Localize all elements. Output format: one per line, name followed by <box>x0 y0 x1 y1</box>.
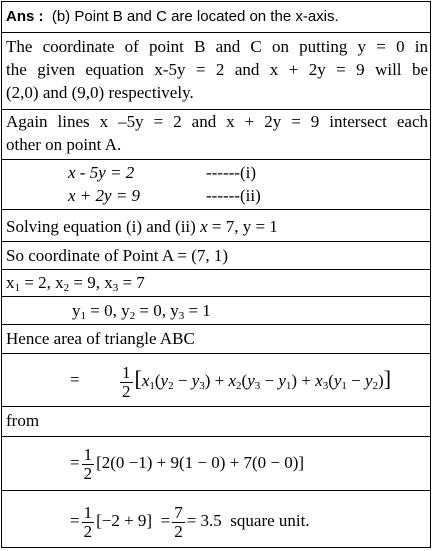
x2-value: 9 <box>87 273 96 292</box>
from-label: from <box>6 411 40 430</box>
para2-line2: other on point A. <box>6 135 122 154</box>
result-equals-2: = <box>160 511 171 530</box>
half-denominator-2: 2 <box>83 463 93 483</box>
coord-a-line: So coordinate of Point A = (7, 1) <box>6 246 229 265</box>
x3-value: 7 <box>136 273 145 292</box>
substitution-equals: = <box>70 453 80 472</box>
half-numerator-3: 1 <box>83 502 93 522</box>
half-fraction <box>120 364 133 401</box>
solving-x: x <box>200 217 208 236</box>
result-unit: square unit. <box>230 511 310 530</box>
half-fraction-2 <box>82 446 95 483</box>
y3-value: 1 <box>202 301 211 320</box>
substitution-line <box>70 442 304 484</box>
substitution-row <box>2 436 430 491</box>
answer-row <box>2 2 430 33</box>
coord-a-row <box>2 241 430 270</box>
result-value: = 3.5 <box>186 511 222 530</box>
seven-denominator: 2 <box>174 521 183 541</box>
hence-row <box>2 324 430 354</box>
y1-value: 0 <box>104 301 113 320</box>
equation-2-tag: ------(ii) <box>206 186 261 205</box>
formula-equals: = <box>70 370 80 389</box>
para1-line1: The coordinate of point B and C on putting y = 0 in <box>6 37 428 56</box>
from-row <box>2 406 430 437</box>
para1-line3: (2,0) and (9,0) respectively. <box>6 83 194 102</box>
result-row <box>2 490 430 549</box>
solving-row <box>2 209 430 242</box>
answer-text: (b) Point B and C are located on the x-axis. <box>51 8 339 25</box>
half-fraction-3 <box>82 504 95 541</box>
y2-value: 0 <box>153 301 162 320</box>
x-values-row <box>2 269 430 297</box>
area-formula: $\frac{1}{2}$ $[x_1(y_2 - y_3) + x_2(y_3 - y_1) + x_3(y_1 - y_2)]$ <box>122 362 392 401</box>
solving-prefix: Solving equation (i) and (ii) <box>6 217 196 236</box>
equation-1-tag: ------(i) <box>206 163 257 182</box>
solution-box <box>1 1 431 548</box>
para-intersect-row <box>2 109 430 160</box>
half-numerator: 1 <box>122 362 131 382</box>
equations-row <box>2 159 430 210</box>
result-line <box>70 500 310 542</box>
solving-line <box>6 217 278 237</box>
half-denominator-3: 2 <box>83 521 93 541</box>
half-denominator: 2 <box>122 381 131 401</box>
answer-line <box>6 7 339 27</box>
result-sum: [−2 + 9] <box>96 511 153 530</box>
para1-line2: the given equation x-5y = 2 and x + 2y = 9 will be <box>6 60 428 79</box>
equation-1: x - 5y = 2 <box>68 163 135 182</box>
x1-value: 2 <box>38 273 47 292</box>
half-numerator-2: 1 <box>83 444 93 464</box>
x-values-line: $x_1 = 2$, $x_2 = 9$, $x_3 = 7$ <box>6 273 145 294</box>
seven-numerator: 7 <box>174 502 183 522</box>
para2-line1: Again lines x –5y = 2 and x + 2y = 9 intersect each <box>6 112 428 131</box>
seven-halves-fraction <box>172 504 185 541</box>
answer-label: Ans : <box>6 8 44 25</box>
y-values-row <box>2 296 430 325</box>
equation-2: x + 2y = 9 <box>68 186 141 205</box>
substitution-expression: [2(0 −1) + 9(1 − 0) + 7(0 − 0)] <box>96 453 305 472</box>
hence-line: Hence area of triangle ABC <box>6 329 195 348</box>
formula-row <box>2 353 430 407</box>
y-values-line: $y_1 = 0$, $y_2 = 0$, $y_3 = 1$ <box>72 301 211 322</box>
para-b-c-row <box>2 32 430 110</box>
result-equals: = <box>70 511 80 530</box>
solving-result: = 7, y = 1 <box>207 217 278 236</box>
